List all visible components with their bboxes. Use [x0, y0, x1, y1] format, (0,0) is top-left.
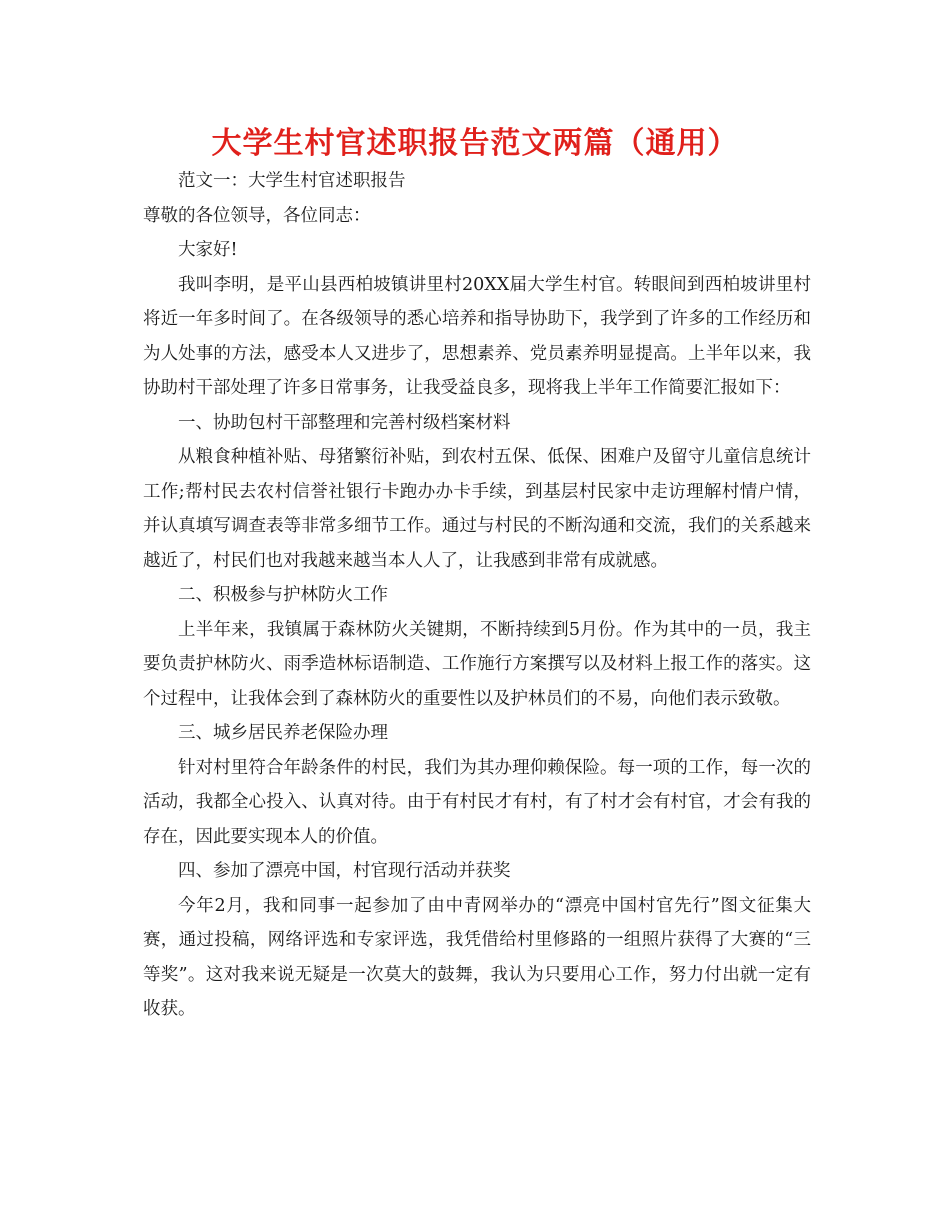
- section-body-2: 上半年来，我镇属于森林防火关键期，不断持续到5月份。作为其中的一员，我主要负责护林防火、雨季造林标语制造、工作施行方案撰写以及材料上报工作的落实。这个过程中，让我体会到了森林防火的重要性以及护林员们的不易，向他们表示致敬。: [143, 619, 811, 709]
- document-body: [143, 164, 811, 1027]
- section-body-3: 针对村里符合年龄条件的村民，我们为其办理仰赖保险。每一项的工作，每一次的活动，我都全心投入、认真对待。由于有村民才有村，有了村才会有村官，才会有我的存在，因此要实现本人的价值。: [143, 757, 811, 847]
- section-heading-4: 四、参加了漂亮中国，村官现行活动并获奖: [178, 861, 511, 881]
- section-body-4: 今年2月，我和同事一起参加了由中青网举办的“漂亮中国村官先行”图文征集大赛，通过投稿，网络评选和专家评选，我凭借给村里修路的一组照片获得了大赛的“三等奖”。这对我来说无疑是一次莫大的鼓舞，我认为只要用心工作，努力付出就一定有收获。: [143, 895, 811, 1019]
- paragraph-introduction: 我叫李明，是平山县西柏坡镇讲里村20XX届大学生村官。转眼间到西柏坡讲里村将近一年多时间了。在各级领导的悉心培养和指导协助下，我学到了许多的工作经历和为人处事的方法，感受本人又进步了，思想素养、党员素养明显提高。上半年以来，我协助村干部处理了许多日常事务，让我受益良多，现将我上半年工作简要汇报如下：: [143, 274, 811, 398]
- section-heading-2: 二、积极参与护林防火工作: [178, 585, 388, 605]
- paragraph-greeting: 大家好!: [178, 240, 238, 260]
- document-title: 大学生村官述职报告范文两篇（通用）: [211, 126, 739, 161]
- paragraph-salutation: 尊敬的各位领导，各位同志：: [143, 205, 371, 226]
- section-heading-1: 一、协助包村干部整理和完善村级档案材料: [178, 412, 511, 433]
- section-heading-3: 三、城乡居民养老保险办理: [178, 723, 388, 743]
- paragraph-intro-heading: 范文一：大学生村官述职报告: [178, 171, 406, 191]
- section-body-1: 从粮食种植补贴、母猪繁衍补贴，到农村五保、低保、困难户及留守儿童信息统计工作;帮村民去农村信誉社银行卡跑办办卡手续，到基层村民家中走访理解村情户情，并认真填写调查表等非常多细节工作。通过与村民的不断沟通和交流，我们的关系越来越近了，村民们也对我越来越当本人人了，让我感到非常有成就感。: [143, 447, 811, 571]
